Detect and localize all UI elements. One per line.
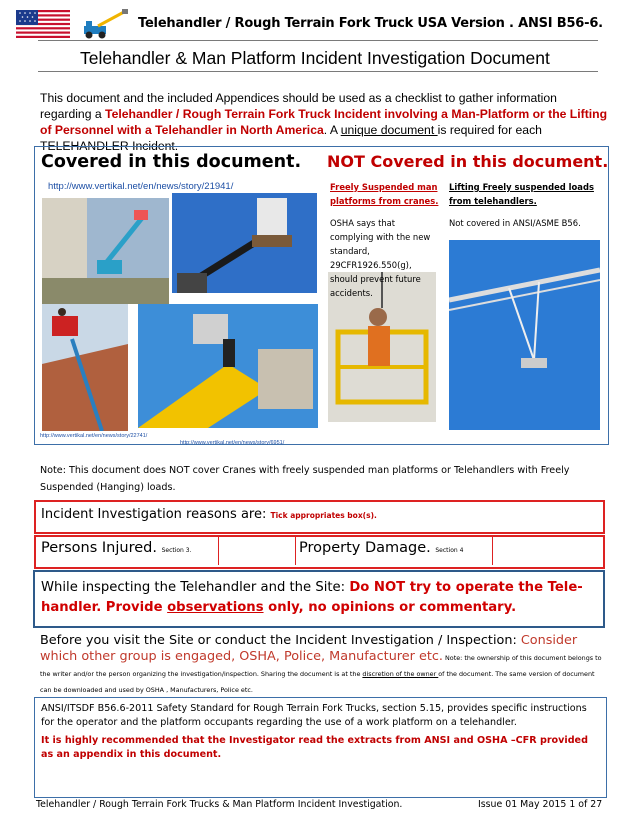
not-covered-col2-title: Lifting Freely suspended loads from telehandlers. [449,182,594,206]
property-damage-checkbox[interactable] [493,537,601,565]
intro-paragraph: This document and the included Appendices should be used as a checklist to gather information regarding a Telehandler / Rough Terrain Fork Truck Incident involving a Man-Platform or the Lifting of Personnel with a Telehandler in North America. A unique document is required for each TELEHANDLER Incident. [40,91,608,153]
ansi-text: ANSI/ITSDF B56.6-2011 Safety Standard for Rough Terrain Fork Trucks, section 5.15, provides specific instructions for the operator and the platform occupants regarding the use of a work platform on a telehandler. [41,703,587,728]
title-rule [38,71,598,72]
telehandler-logo-icon [78,8,134,40]
document-title: Telehandler & Man Platform Incident Investigation Document [80,48,550,68]
ansi-recommendation: It is highly recommended that the Investigator read the extracts from ANSI and OSHA –CFR provided as an appendix in this document. [41,735,588,760]
not-covered-col1-title: Freely Suspended man platforms from cranes. [330,182,439,206]
telehandler-photo-4 [138,304,318,428]
tick-instruction: Tick appropriates box(s). [270,511,377,520]
not-covered-col1-text: OSHA says that complying with the new standard, 29CFR1926.550(g), should prevent future accidents. [330,218,431,298]
covered-link-bottom-left[interactable]: http://www.vertikal.net/en/news/story/22741/ [40,433,148,439]
footer-left: Telehandler / Rough Terrain Fork Trucks & Man Platform Incident Investigation. [36,799,403,810]
not-covered-col2 [449,180,599,230]
telehandler-photo-1 [42,198,169,304]
covered-link-top[interactable]: http://www.vertikal.net/en/news/story/21941/ [48,181,234,192]
not-covered-heading: NOT Covered in this document. [327,152,609,171]
covered-heading: Covered in this document. [41,152,302,172]
footer-right: Issue 01 May 2015 1 of 27 [478,799,603,810]
suspended-load-photo [449,240,600,430]
us-flag-icon [16,10,70,38]
not-covered-col1 [330,180,440,300]
visit-paragraph: Before you visit the Site or conduct the Incident Investigation / Inspection: Consider which other group is engaged, OSHA, Police, Manufacturer etc. Note: the ownership of this document belongs to the writer and/or the person organizing the investigation/inspection. Sharing the document is at the discretion of the owner of the document. The same version of document can be downloaded and used by OSHA , Manufacturers, Police etc. [40,633,602,694]
header-title: Telehandler / Rough Terrain Fork Truck USA Version . ANSI B56-6. [138,16,603,31]
telehandler-photo-2 [172,193,317,293]
persons-injured-label: Persons Injured. Section 3. [41,540,192,556]
telehandler-photo-3 [42,304,128,431]
reasons-divider-2 [295,537,296,565]
scope-note: Note: This document does NOT cover Cranes with freely suspended man platforms or Telehandlers with Freely Suspended (Hanging) loads. [40,465,570,493]
covered-link-bottom-mid[interactable]: http://www.vertikal.net/en/news/story/6951/ [180,440,285,446]
incident-reasons-label: Incident Investigation reasons are: Tick appropriates box(s). [41,507,377,522]
property-damage-label: Property Damage. Section 4 [299,540,464,556]
inspection-instruction: While inspecting the Telehandler and the Site: Do NOT try to operate the Tele-handler. Provide observations only, no opinions or commentary. [41,580,583,615]
persons-injured-checkbox[interactable] [219,537,295,565]
not-covered-col2-text: Not covered in ANSI/ASME B56. [449,218,581,228]
header-rule [38,40,598,41]
